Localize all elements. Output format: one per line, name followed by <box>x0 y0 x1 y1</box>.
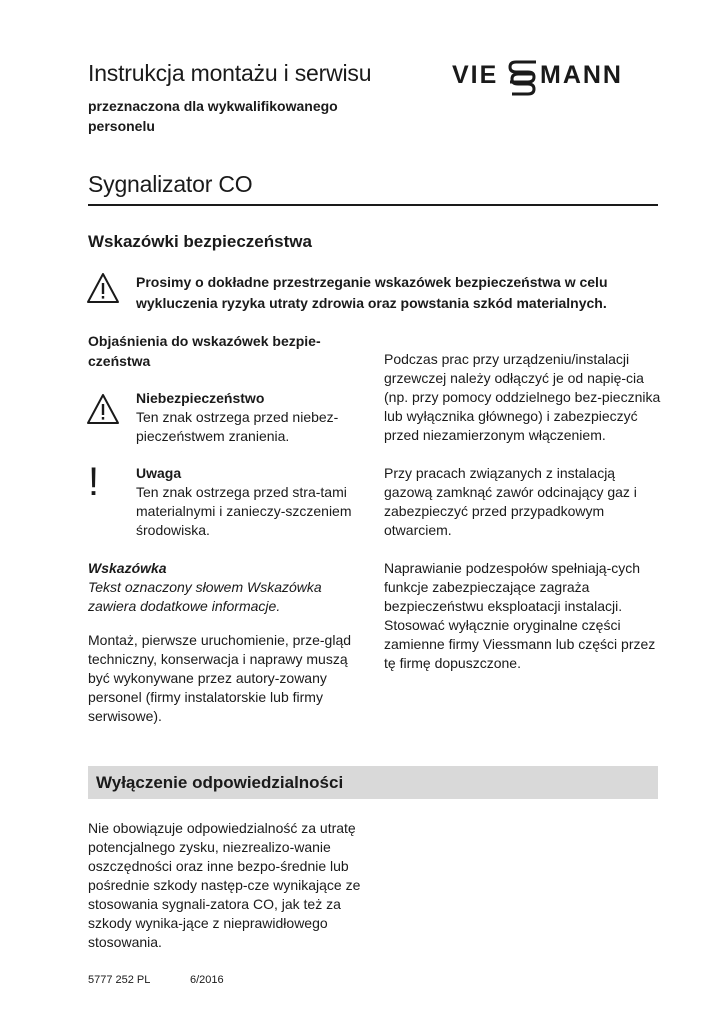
hint-block <box>88 559 358 616</box>
installation-paragraph: Montaż, pierwsze uruchomienie, prze-gląd techniczny, konserwacja i naprawy muszą być wykonywane przez autory-zowany personel (firmy instalatorskie lub firmy serwisowe). <box>88 632 352 724</box>
explanations-heading: Objaśnienia do wskazówek bezpie-czeństwa <box>88 333 321 369</box>
hint-title: Wskazówka <box>88 560 167 576</box>
power-disconnect-paragraph: Podczas prac przy urządzeniu/instalacji grzewczej należy odłączyć je od napię-cia (np. przy pomocy oddzielnego bez-piecznika lub wyłącznika głównego) i zabezpieczyć przed niezamierzonym włączeniem. <box>384 351 661 443</box>
caution-block <box>136 464 356 540</box>
viessmann-logo <box>452 56 662 96</box>
document-date: 6/2016 <box>190 974 224 986</box>
repair-paragraph: Naprawianie podzespołów spełniają-cych funkcje zabezpieczające zagraża bezpieczeństwu eksploatacji instalacji. Stosować wyłącznie oryginalne części zamienne firmy Viessmann lub części przez tę firmę dopuszczone. <box>384 560 656 671</box>
right-column <box>384 350 664 692</box>
safety-notice: Prosimy o dokładne przestrzeganie wskazówek bezpieczeństwa w celu wykluczenia ryzyka utraty zdrowia oraz powstania szkód materialnych. <box>136 274 608 311</box>
danger-title: Niebezpieczeństwo <box>136 390 265 406</box>
hint-text: Tekst oznaczony słowem Wskazówka zawiera dodatkowe informacje. <box>88 579 322 614</box>
safety-heading: Wskazówki bezpieczeństwa <box>88 232 312 251</box>
svg-text:VIE: VIE <box>452 61 499 89</box>
document-title: Instrukcja montażu i serwisu <box>88 60 372 86</box>
document-code: 5777 252 PL <box>88 974 151 986</box>
danger-block <box>136 389 366 446</box>
disclaimer-text: Nie obowiązuje odpowiedzialność za utratę potencjalnego zysku, niezrealizo-wanie oszczędności oraz inne bezpo-średnie lub pośrednie szkody następ-cze wynikające ze stosowania sygnali-zatora CO, jak też za szkody wynika-jące z nieprawidłowego stosowania. <box>88 820 361 950</box>
product-name: Sygnalizator CO <box>88 171 253 197</box>
title-divider <box>88 204 658 206</box>
danger-triangle-icon <box>86 393 120 425</box>
document-subtitle: przeznaczona dla wykwalifikowanego personelu <box>88 98 338 134</box>
warning-triangle-icon <box>86 272 120 304</box>
disclaimer-heading: Wyłączenie odpowiedzialności <box>96 773 344 792</box>
svg-text:MANN: MANN <box>540 61 623 89</box>
gas-valve-paragraph: Przy pracach związanych z instalacją gazową zamknąć zawór odcinający gaz i zabezpieczyć przed przypadkowym otwarciem. <box>384 465 637 538</box>
exclamation-icon: ! <box>88 460 100 504</box>
danger-text: Ten znak ostrzega przed niebez-pieczeństwem zranienia. <box>136 409 339 444</box>
caution-text: Ten znak ostrzega przed stra-tami materialnymi i zanieczy-szczeniem środowiska. <box>136 484 352 538</box>
caution-title: Uwaga <box>136 465 182 481</box>
